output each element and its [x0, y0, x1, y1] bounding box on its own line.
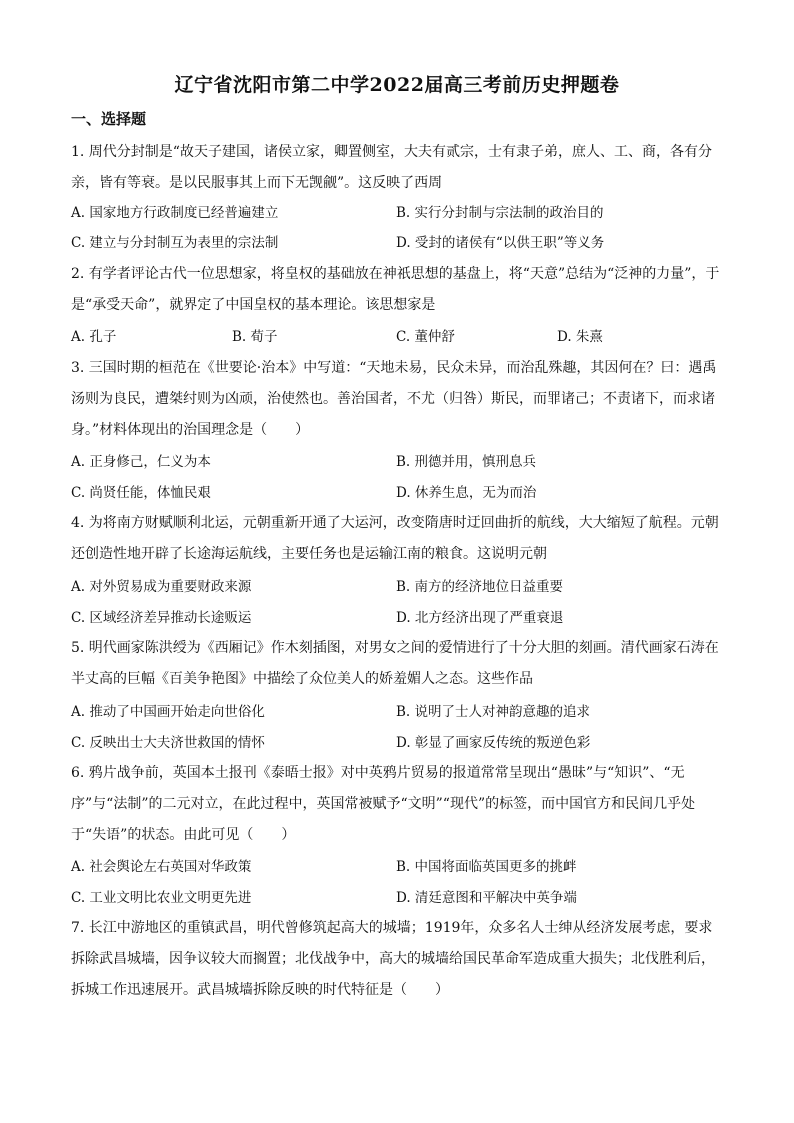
question-5-option-d: D. 彰显了画家反传统的叛逆色彩: [396, 735, 591, 751]
question-2-option-c: C. 董仲舒: [396, 329, 455, 345]
question-2-option-d: D. 朱熹: [557, 329, 603, 345]
section-heading: 一、选择题: [71, 110, 147, 128]
question-2-option-a: A. 孔子: [71, 329, 117, 345]
question-6-option-c: C. 工业文明比农业文明更先进: [71, 890, 252, 906]
question-6-option-d: D. 清廷意图和平解决中英争端: [396, 890, 577, 906]
question-6-option-a: A. 社会舆论左右英国对华政策: [71, 859, 252, 875]
question-1-option-a: A. 国家地方行政制度已经普遍建立: [71, 205, 279, 221]
question-2-stem: 2. 有学者评论古代一位思想家，将皇权的基础放在神祇思想的基盘上，将“天意”总结为“泛神的力量”，于是“承受天命”，就界定了中国皇权的基本理论。该思想家是: [71, 266, 720, 313]
question-1-option-c: C. 建立与分封制互为表里的宗法制: [71, 235, 279, 251]
question-5-option-b: B. 说明了士人对神韵意趣的追求: [396, 704, 591, 720]
question-3-option-b: B. 刑德并用，慎刑息兵: [396, 454, 537, 470]
question-3-stem: 3. 三国时期的桓范在《世要论·治本》中写道：“天地未易，民众未异，而治乱殊趣，其因何在？曰：遇禹汤则为良民，遭桀纣则为凶顽，治使然也。善治国者，不尤（归咎）斯民，而罪诸己；不责诸下，而求诸身。”材料体现出的治国理念是（ ）: [71, 360, 717, 438]
question-3-option-d: D. 休养生息，无为而治: [396, 485, 537, 501]
question-6-stem: 6. 鸦片战争前，英国本土报刊《泰晤士报》对中英鸦片贸易的报道常常呈现出“愚昧”与“知识”、“无序”与“法制”的二元对立，在此过程中，英国常被赋予“文明”“现代”的标签，而中国官方和民间几乎处于“失语”的状态。由此可见（ ）: [71, 765, 696, 843]
question-5-stem: 5. 明代画家陈洪绶为《西厢记》作木刻插图，对男女之间的爱情进行了十分大胆的刻画。清代画家石涛在半丈高的巨幅《百美争艳图》中描绘了众位美人的娇羞媚人之态。这些作品: [71, 640, 719, 687]
question-2-option-b: B. 荀子: [232, 329, 278, 345]
question-4-option-a: A. 对外贸易成为重要财政来源: [71, 579, 252, 595]
question-7-stem: 7. 长江中游地区的重镇武昌，明代曾修筑起高大的城墙；1919年，众多名人士绅从经济发展考虑，要求拆除武昌城墙，因争议较大而搁置；北伐战争中，高大的城墙给国民革命军造成重大损失；北伐胜利后，拆城工作迅速展开。武昌城墙拆除反映的时代特征是（ ）: [71, 920, 715, 998]
question-5-option-c: C. 反映出士大夫济世救国的情怀: [71, 735, 265, 751]
question-5-option-a: A. 推动了中国画开始走向世俗化: [71, 704, 265, 720]
question-3-option-a: A. 正身修己，仁义为本: [71, 454, 211, 470]
question-6-option-b: B. 中国将面临英国更多的挑衅: [396, 859, 577, 875]
question-1-option-d: D. 受封的诸侯有“以供王职”等义务: [396, 235, 605, 251]
question-4-option-b: B. 南方的经济地位日益重要: [396, 579, 564, 595]
exam-title: 辽宁省沈阳市第二中学2022届高三考前历史押题卷: [174, 74, 620, 96]
question-4-option-d: D. 北方经济出现了严重衰退: [396, 610, 564, 626]
question-4-stem: 4. 为将南方财赋顺利北运，元朝重新开通了大运河，改变隋唐时迂回曲折的航线，大大缩短了航程。元朝还创造性地开辟了长途海运航线，主要任务也是运输江南的粮食。这说明元朝: [71, 515, 719, 562]
question-4-option-c: C. 区域经济差异推动长途贩运: [71, 610, 252, 626]
question-1-option-b: B. 实行分封制与宗法制的政治目的: [396, 205, 604, 221]
question-1-stem: 1. 周代分封制是“故天子建国，诸侯立家，卿置侧室，大夫有贰宗，士有隶子弟，庶人、工、商，各有分亲，皆有等衰。是以民服事其上而下无觊觎”。这反映了西周: [71, 144, 712, 191]
question-3-option-c: C. 尚贤任能，体恤民艰: [71, 485, 211, 501]
